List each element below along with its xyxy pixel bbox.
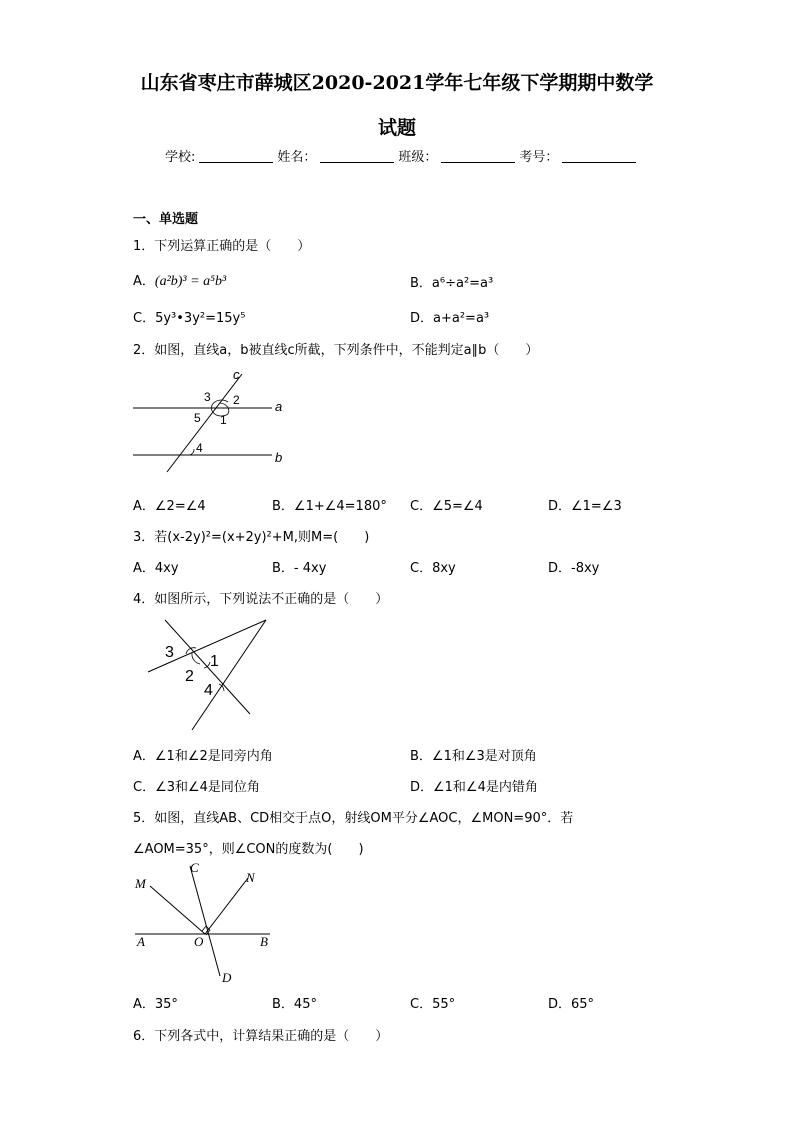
label-2: 2 (185, 668, 194, 685)
q5-figure (130, 858, 280, 988)
label-3: 3 (204, 390, 211, 404)
q5-option-c: C．55° (410, 997, 456, 1012)
q2-figure (130, 366, 290, 476)
q1-option-d: D．a+a²=a³ (410, 311, 490, 326)
line-diagonal (165, 620, 250, 714)
label-c: c (233, 367, 240, 382)
label-3: 3 (165, 644, 174, 661)
q2-option-a: A．∠2=∠4 (133, 499, 206, 514)
q2-option-c: C．∠5=∠4 (410, 499, 483, 514)
class-label: 班级： (398, 150, 438, 165)
q3-stem: 3．若(x-2y)²=(x+2y)²+M,则M=( ) (133, 530, 370, 545)
q5-option-a: A．35° (133, 997, 178, 1012)
q4-figure (140, 614, 270, 734)
label-c: C (190, 860, 199, 875)
page-title-line2: 试题 (377, 117, 416, 139)
angle-arc-4 (190, 449, 194, 455)
q3-option-c: C．8xy (410, 561, 456, 576)
q1-stem: 1．下列运算正确的是（ ） (133, 239, 311, 254)
q1-option-c: C．5y³•3y²=15y⁵ (133, 311, 246, 326)
q3-option-d: D．-8xy (548, 561, 600, 576)
school-blank (199, 162, 273, 163)
label-4: 4 (196, 441, 203, 455)
label-4: 4 (204, 682, 213, 699)
q3-option-b: B．- 4xy (272, 561, 327, 576)
q1-option-a-label: A． (133, 274, 155, 289)
ray-on (205, 878, 248, 934)
q2-option-d: D．∠1=∠3 (548, 499, 622, 514)
label-1: 1 (220, 413, 227, 427)
q1-option-b: B．a⁶÷a²=a³ (410, 276, 494, 291)
label-1: 1 (210, 653, 219, 670)
label-a: A (137, 934, 145, 949)
class-blank (441, 162, 515, 163)
label-b: b (275, 450, 283, 465)
label-n: N (246, 870, 255, 885)
name-label: 姓名： (277, 150, 317, 165)
label-m: M (135, 876, 146, 891)
q2-option-b: B．∠1+∠4=180° (272, 499, 387, 514)
q5-option-d: D．65° (548, 997, 595, 1012)
exam-no-blank (562, 162, 636, 163)
exam-no-label: 考号： (519, 150, 559, 165)
q5-stem-line1: 5．如图，直线AB、CD相交于点O，射线OM平分∠AOC，∠MON=90°．若 (133, 811, 574, 826)
label-o: O (194, 934, 204, 949)
q4-option-b: B．∠1和∠3是对顶角 (410, 749, 537, 764)
q1-option-a (133, 270, 226, 290)
section-heading: 一、单选题 (133, 212, 199, 227)
q3-option-a: A．4xy (133, 561, 179, 576)
ray-om (150, 886, 205, 934)
name-blank (320, 162, 394, 163)
label-a: a (275, 399, 283, 414)
label-d: D (222, 970, 232, 985)
q6-stem: 6．下列各式中，计算结果正确的是（ ） (133, 1029, 389, 1044)
label-2: 2 (233, 393, 240, 407)
q4-option-c: C．∠3和∠4是同位角 (133, 780, 260, 795)
student-info-line (165, 146, 640, 165)
school-label: 学校: (165, 150, 196, 165)
q4-option-d: D．∠1和∠4是内错角 (410, 780, 538, 795)
q4-stem: 4．如图所示，下列说法不正确的是（ ） (133, 592, 389, 607)
label-b: B (260, 934, 268, 949)
page-title: 山东省枣庄市薛城区2020-2021学年七年级下学期期中数学 (140, 72, 654, 94)
q2-stem: 2．如图，直线a，b被直线c所截，下列条件中，不能判定a∥b（ ） (133, 343, 539, 358)
q4-option-a: A．∠1和∠2是同旁内角 (133, 749, 273, 764)
line-c (167, 374, 242, 472)
q5-option-b: B．45° (272, 997, 317, 1012)
q1-option-a-expr: (a²b)³ = a⁵b³ (154, 274, 227, 289)
label-5: 5 (194, 411, 201, 425)
q5-stem-line2: ∠AOM=35°，则∠CON的度数为( ) (133, 842, 364, 857)
